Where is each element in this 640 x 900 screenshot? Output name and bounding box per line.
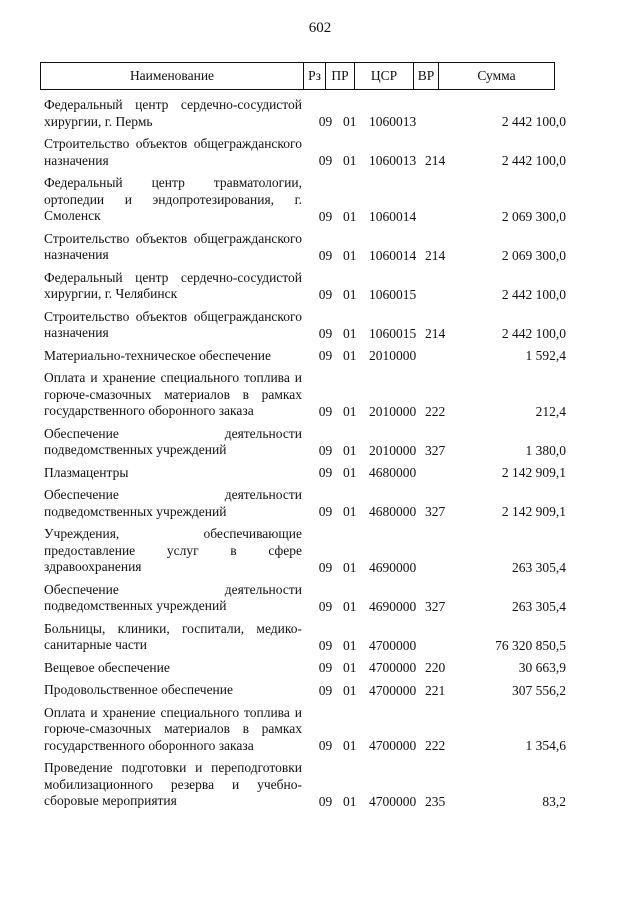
row-vr: 214 bbox=[425, 325, 446, 341]
row-sum: 263 305,4 bbox=[512, 598, 566, 614]
row-name: Строительство объектов общегражданского назначения bbox=[44, 230, 302, 262]
table-row bbox=[44, 487, 574, 520]
table-header bbox=[40, 62, 555, 90]
table-row bbox=[44, 682, 574, 699]
row-name: Федеральный центр травматологии, ортопедии и эндопротезирования, г. Смоленск bbox=[44, 175, 302, 223]
row-rz: 09 bbox=[318, 348, 333, 363]
row-sum: 212,4 bbox=[535, 403, 566, 419]
row-csr: 1060015 bbox=[369, 286, 417, 302]
table-row bbox=[44, 705, 574, 755]
row-pr: 01 bbox=[343, 247, 357, 263]
row-csr: 4690000 bbox=[369, 598, 417, 614]
row-name: Материально-техническое обеспечение bbox=[44, 347, 272, 363]
row-vr: 220 bbox=[425, 660, 446, 675]
row-pr: 01 bbox=[343, 738, 357, 753]
header-pr: ПР bbox=[326, 63, 355, 90]
row-name: Обеспечение деятельности подведомственных учреждений bbox=[44, 581, 302, 613]
row-vr: 222 bbox=[425, 403, 446, 419]
row-rz: 09 bbox=[318, 637, 333, 653]
row-pr: 01 bbox=[343, 286, 357, 302]
table-row bbox=[44, 370, 574, 420]
row-rz: 09 bbox=[318, 598, 333, 614]
row-csr: 4680000 bbox=[369, 465, 417, 480]
row-name: Строительство объектов общегражданского назначения bbox=[44, 136, 302, 168]
table-row bbox=[44, 426, 574, 459]
table-row bbox=[44, 582, 574, 615]
row-csr: 4700000 bbox=[369, 682, 417, 698]
row-vr: 327 bbox=[425, 598, 446, 614]
row-rz: 09 bbox=[318, 559, 333, 575]
row-csr: 1060015 bbox=[369, 325, 417, 341]
row-sum: 83,2 bbox=[542, 793, 566, 809]
row-csr: 4700000 bbox=[369, 793, 417, 809]
row-vr: 222 bbox=[425, 738, 446, 753]
row-rz: 09 bbox=[318, 738, 333, 753]
row-csr: 2010000 bbox=[369, 403, 417, 419]
row-sum: 2 442 100,0 bbox=[501, 114, 566, 129]
header-csr: ЦСР bbox=[355, 63, 414, 90]
row-pr: 01 bbox=[343, 208, 357, 224]
row-sum: 1 592,4 bbox=[525, 348, 566, 363]
row-name: Федеральный центр сердечно-сосудистой хирургии, г. Пермь bbox=[44, 97, 302, 129]
row-rz: 09 bbox=[318, 403, 333, 419]
page-number: 602 bbox=[308, 20, 332, 36]
row-sum: 2 069 300,0 bbox=[501, 247, 566, 263]
row-sum: 2 069 300,0 bbox=[501, 208, 566, 224]
row-pr: 01 bbox=[343, 504, 357, 519]
row-csr: 1060013 bbox=[369, 153, 417, 168]
row-vr: 327 bbox=[425, 504, 446, 519]
row-sum: 76 320 850,5 bbox=[495, 637, 566, 653]
table-row bbox=[44, 136, 574, 169]
row-rz: 09 bbox=[318, 247, 333, 263]
row-name: Оплата и хранение специального топлива и горюче-смазочных материалов в рамках государственного оборонного заказа bbox=[44, 704, 302, 753]
row-vr: 235 bbox=[425, 793, 446, 809]
row-vr: 214 bbox=[425, 247, 446, 263]
table-row bbox=[44, 175, 574, 225]
row-csr: 4690000 bbox=[369, 559, 417, 575]
table-row bbox=[44, 270, 574, 303]
row-rz: 09 bbox=[318, 682, 333, 698]
table-row bbox=[44, 760, 574, 810]
row-name: Оплата и хранение специального топлива и горюче-смазочных материалов в рамках государственного оборонного заказа bbox=[44, 370, 302, 418]
row-name: Учреждения, обеспечивающие предоставление услуг в сфере здравоохранения bbox=[44, 526, 302, 574]
row-rz: 09 bbox=[318, 660, 333, 675]
table-row bbox=[44, 621, 574, 654]
row-sum: 1 354,6 bbox=[525, 738, 566, 753]
row-name: Обеспечение деятельности подведомственных учреждений bbox=[44, 487, 302, 519]
row-rz: 09 bbox=[318, 286, 333, 302]
table-row bbox=[44, 660, 574, 677]
row-name: Проведение подготовки и переподготовки мобилизационного резерва и учебно-сборовые мероприятия bbox=[44, 760, 302, 808]
row-pr: 01 bbox=[343, 660, 357, 675]
row-rz: 09 bbox=[318, 153, 333, 168]
row-csr: 2010000 bbox=[369, 348, 417, 363]
row-rz: 09 bbox=[318, 793, 333, 809]
row-rz: 09 bbox=[318, 325, 333, 341]
row-rz: 09 bbox=[318, 442, 333, 458]
row-sum: 1 380,0 bbox=[525, 442, 566, 458]
row-name: Плазмацентры bbox=[44, 464, 129, 480]
table-row bbox=[44, 97, 574, 130]
row-csr: 1060014 bbox=[369, 208, 417, 224]
row-sum: 2 442 100,0 bbox=[501, 286, 566, 302]
header-sum: Сумма bbox=[439, 63, 555, 90]
row-name: Строительство объектов общегражданского назначения bbox=[44, 308, 302, 340]
table-body bbox=[44, 97, 574, 816]
table-row bbox=[44, 231, 574, 264]
header-vr: ВР bbox=[414, 63, 439, 90]
row-csr: 1060013 bbox=[369, 114, 417, 129]
row-pr: 01 bbox=[343, 442, 357, 458]
row-sum: 2 442 100,0 bbox=[501, 325, 566, 341]
row-csr: 4680000 bbox=[369, 504, 417, 519]
table-row bbox=[44, 465, 574, 482]
row-pr: 01 bbox=[343, 403, 357, 419]
row-vr: 214 bbox=[425, 153, 446, 168]
row-rz: 09 bbox=[318, 208, 333, 224]
row-csr: 4700000 bbox=[369, 660, 417, 675]
row-pr: 01 bbox=[343, 114, 357, 129]
row-pr: 01 bbox=[343, 153, 357, 168]
row-sum: 2 142 909,1 bbox=[501, 465, 566, 480]
row-pr: 01 bbox=[343, 637, 357, 653]
table-row bbox=[44, 309, 574, 342]
row-pr: 01 bbox=[343, 348, 357, 363]
row-sum: 2 142 909,1 bbox=[501, 504, 566, 519]
row-rz: 09 bbox=[318, 504, 333, 519]
row-sum: 307 556,2 bbox=[512, 682, 566, 698]
row-name: Больницы, клиники, госпитали, медико-санитарные части bbox=[44, 620, 302, 652]
row-rz: 09 bbox=[318, 465, 333, 480]
row-name: Обеспечение деятельности подведомственных учреждений bbox=[44, 425, 302, 457]
row-sum: 30 663,9 bbox=[518, 660, 566, 675]
table-row bbox=[44, 526, 574, 576]
row-pr: 01 bbox=[343, 598, 357, 614]
row-name: Вещевое обеспечение bbox=[44, 659, 170, 675]
row-pr: 01 bbox=[343, 559, 357, 575]
row-vr: 327 bbox=[425, 442, 446, 458]
row-csr: 2010000 bbox=[369, 442, 417, 458]
row-sum: 2 442 100,0 bbox=[501, 153, 566, 168]
row-rz: 09 bbox=[318, 114, 333, 129]
row-vr: 221 bbox=[425, 682, 446, 698]
row-csr: 4700000 bbox=[369, 738, 417, 753]
row-pr: 01 bbox=[343, 325, 357, 341]
row-name: Федеральный центр сердечно-сосудистой хирургии, г. Челябинск bbox=[44, 269, 302, 301]
table-row bbox=[44, 348, 574, 365]
row-pr: 01 bbox=[343, 793, 357, 809]
row-sum: 263 305,4 bbox=[512, 559, 566, 575]
header-rz: Рз bbox=[304, 63, 326, 90]
row-csr: 4700000 bbox=[369, 637, 417, 653]
row-name: Продовольственное обеспечение bbox=[44, 682, 233, 697]
row-csr: 1060014 bbox=[369, 247, 417, 263]
row-pr: 01 bbox=[343, 682, 357, 698]
row-pr: 01 bbox=[343, 465, 357, 480]
header-name: Наименование bbox=[41, 63, 304, 90]
